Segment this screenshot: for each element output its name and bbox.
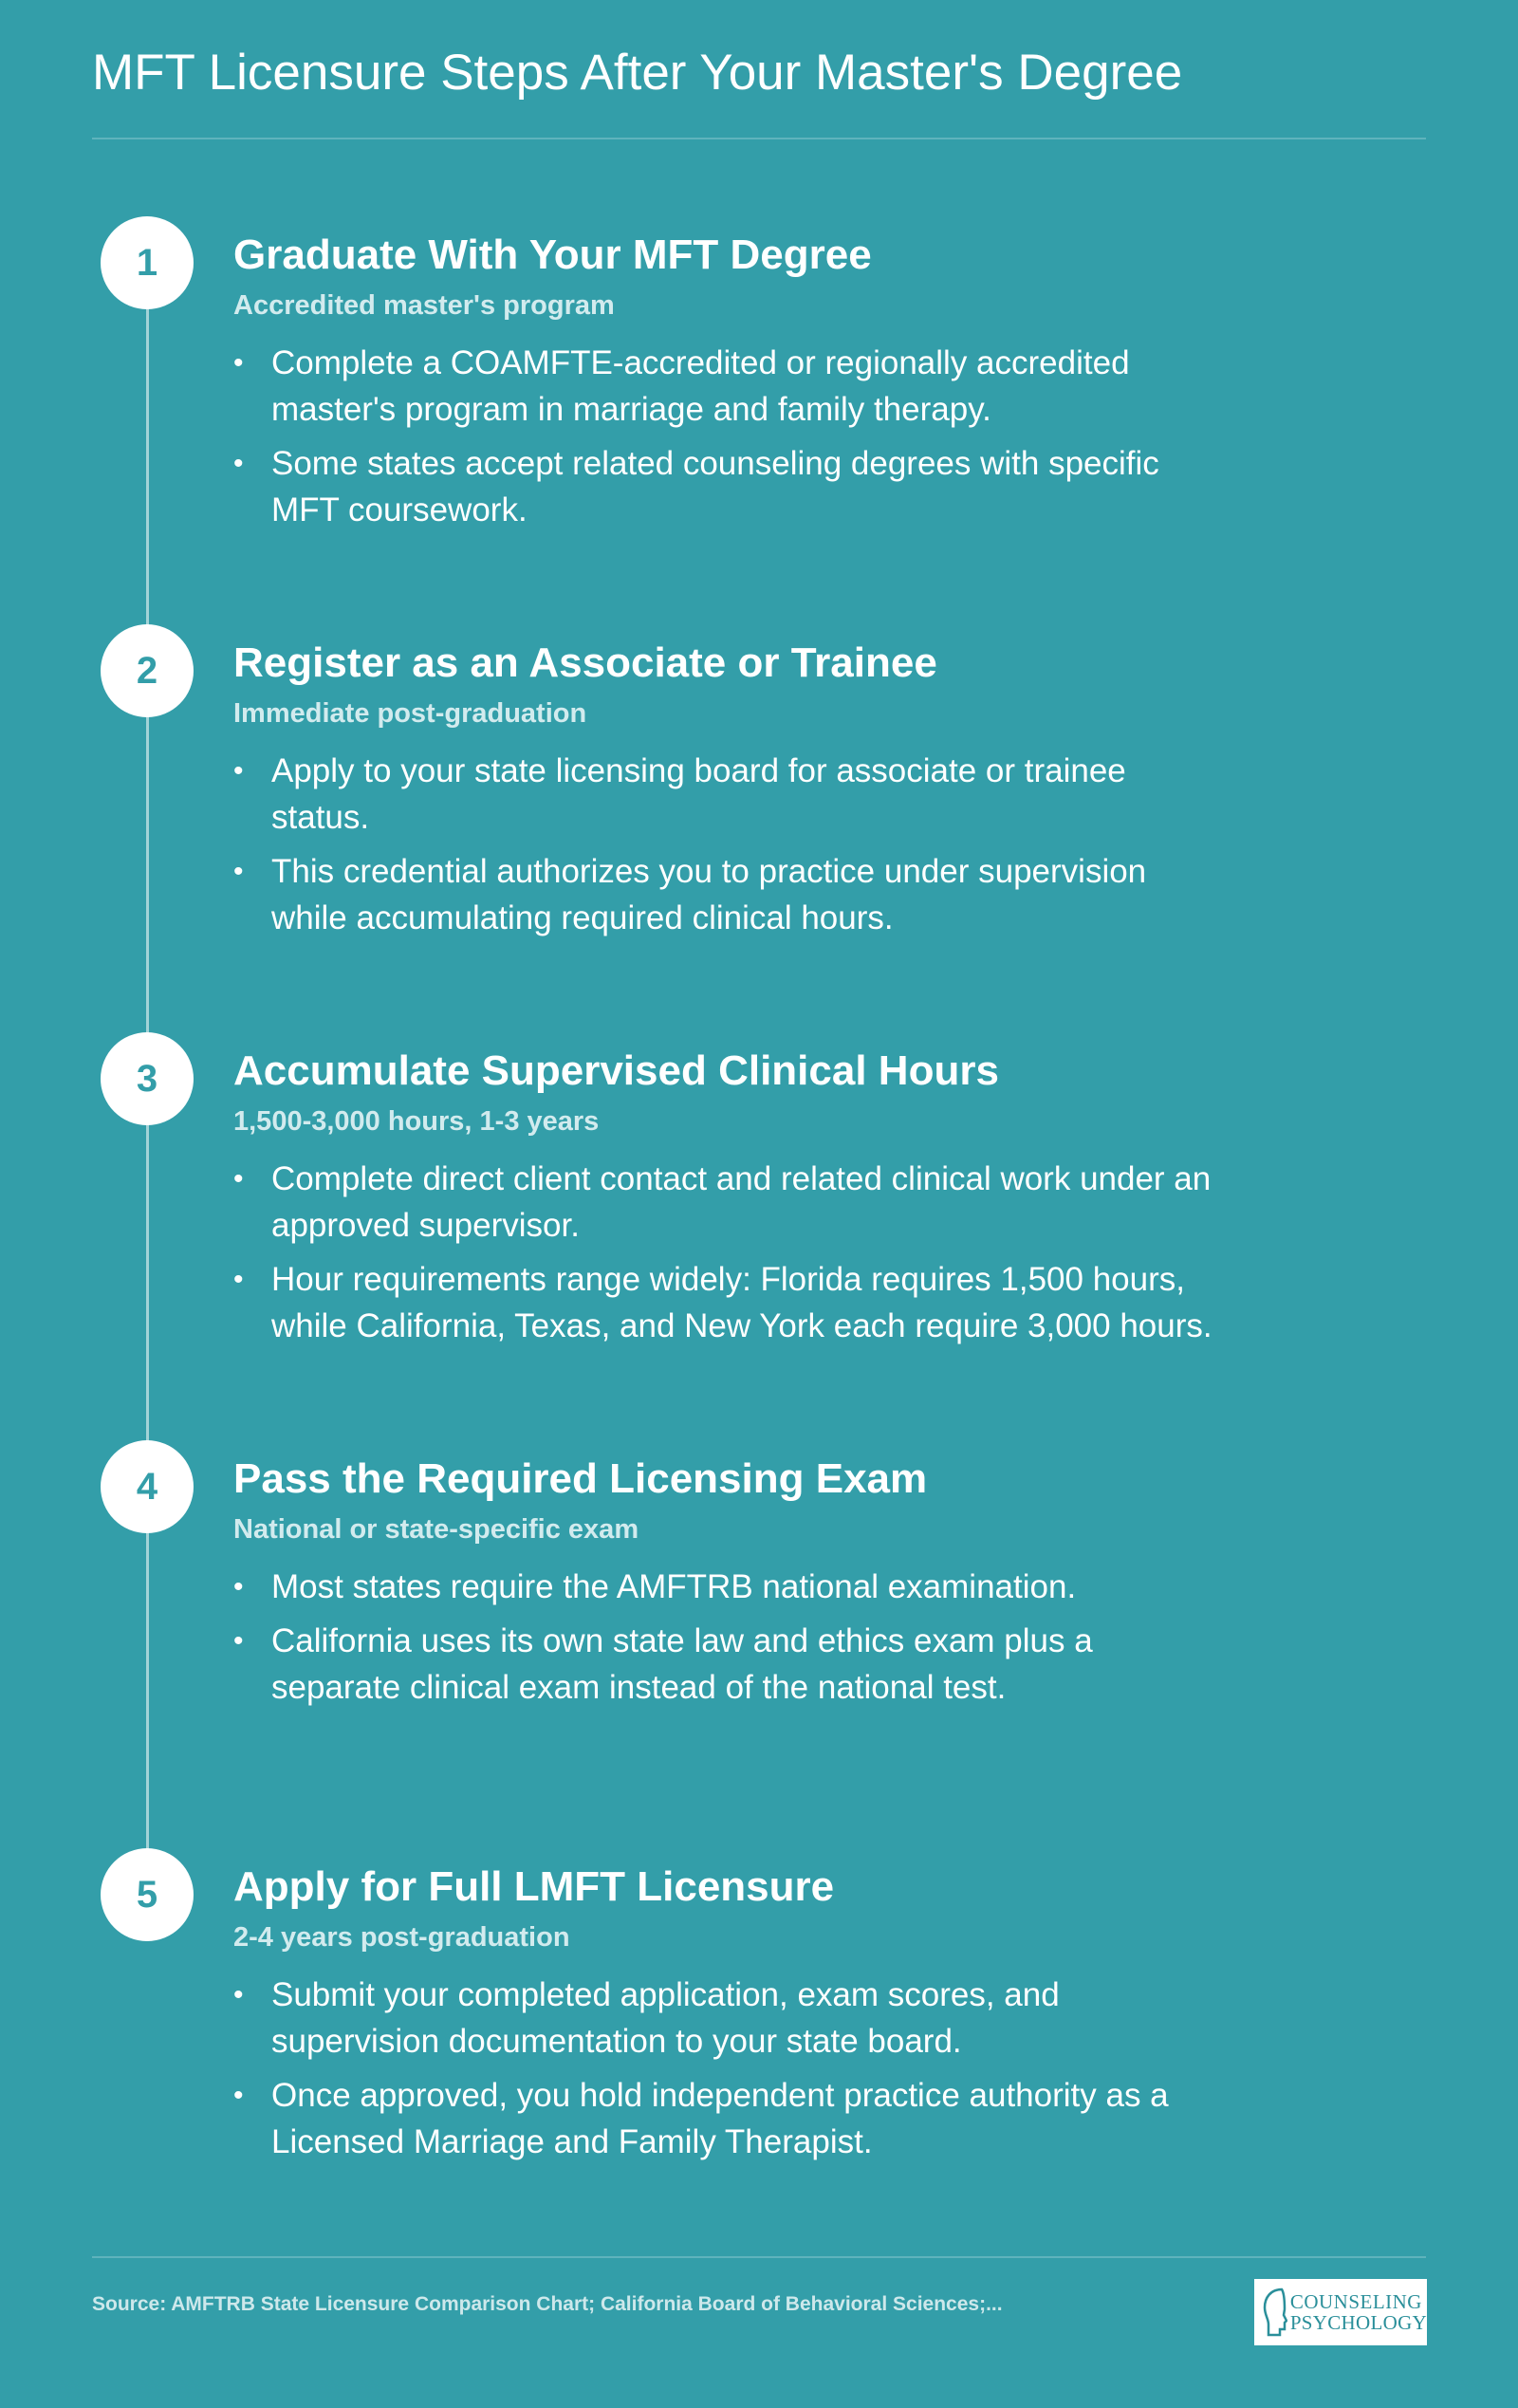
step-subtitle: 2-4 years post-graduation bbox=[233, 1922, 570, 1953]
bullet-item: • Submit your completed application, exam scores, and supervision documentation to your state board. bbox=[233, 1972, 1230, 2065]
logo-line-1: COUNSELING bbox=[1289, 2289, 1422, 2313]
step-title: Accumulate Supervised Clinical Hours bbox=[233, 1047, 999, 1094]
logo-text bbox=[1290, 2291, 1427, 2333]
bullet-item: • Hour requirements range widely: Florida requires 1,500 hours, while California, Texas, and New York each require 3,000 hours. bbox=[233, 1256, 1230, 1349]
bullet-item: • Apply to your state licensing board for associate or trainee status. bbox=[233, 748, 1230, 841]
logo-line-2: PSYCHOLOGY bbox=[1289, 2311, 1427, 2334]
step-number-circle: 3 bbox=[101, 1032, 194, 1125]
step-bullets bbox=[233, 1564, 1230, 1718]
step-subtitle: Accredited master's program bbox=[233, 290, 615, 321]
step-number-circle: 4 bbox=[101, 1440, 194, 1533]
step-number-circle: 1 bbox=[101, 216, 194, 309]
step-subtitle: 1,500-3,000 hours, 1-3 years bbox=[233, 1106, 600, 1137]
step-subtitle: National or state-specific exam bbox=[233, 1514, 639, 1545]
step-number-circle: 5 bbox=[101, 1848, 194, 1941]
bullet-item: • Complete a COAMFTE-accredited or regionally accredited master's program in marriage and family therapy. bbox=[233, 340, 1230, 433]
step-bullets bbox=[233, 1156, 1230, 1357]
step-bullets bbox=[233, 340, 1230, 541]
bullet-item: • Once approved, you hold independent practice authority as a Licensed Marriage and Family Therapist. bbox=[233, 2072, 1230, 2165]
source-citation: Source: AMFTRB State Licensure Comparison Chart; California Board of Behavioral Sciences;... bbox=[92, 2293, 1003, 2315]
step-bullets bbox=[233, 1972, 1230, 2173]
bullet-item: • Some states accept related counseling degrees with specific MFT coursework. bbox=[233, 440, 1230, 533]
bullet-item: • Complete direct client contact and related clinical work under an approved supervisor. bbox=[233, 1156, 1230, 1249]
head-profile-icon bbox=[1260, 2285, 1288, 2340]
step-title: Register as an Associate or Trainee bbox=[233, 639, 937, 686]
step-bullets bbox=[233, 748, 1230, 949]
step-title: Apply for Full LMFT Licensure bbox=[233, 1863, 835, 1910]
bullet-item: • Most states require the AMFTRB national examination. bbox=[233, 1564, 1230, 1610]
step-number-circle: 2 bbox=[101, 624, 194, 717]
counseling-psychology-logo bbox=[1254, 2279, 1427, 2345]
page-title: MFT Licensure Steps After Your Master's Degree bbox=[92, 45, 1183, 101]
step-title: Pass the Required Licensing Exam bbox=[233, 1455, 928, 1502]
bottom-divider bbox=[92, 2256, 1426, 2258]
top-divider bbox=[92, 138, 1426, 139]
bullet-item: • California uses its own state law and ethics exam plus a separate clinical exam instead of the national test. bbox=[233, 1618, 1230, 1711]
bullet-item: • This credential authorizes you to practice under supervision while accumulating required clinical hours. bbox=[233, 848, 1230, 941]
step-title: Graduate With Your MFT Degree bbox=[233, 232, 872, 278]
step-subtitle: Immediate post-graduation bbox=[233, 698, 587, 729]
